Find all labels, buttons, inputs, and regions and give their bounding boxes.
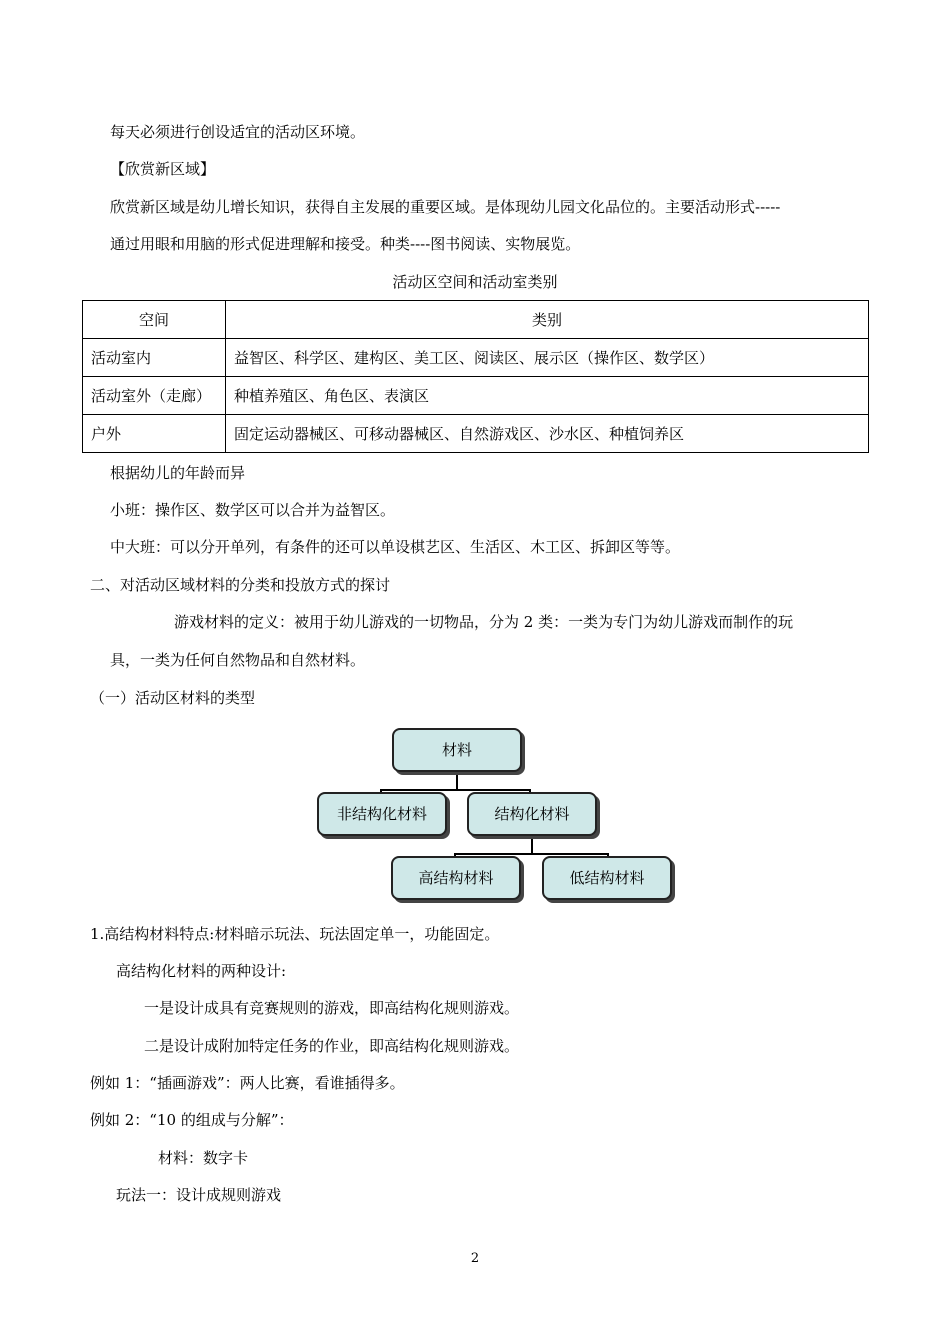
paragraph-text: 例如 2：“10 的组成与分解”： xyxy=(90,1111,294,1129)
node-root: 材料 xyxy=(392,728,522,772)
paragraph-text: 材料：数字卡 xyxy=(158,1149,249,1167)
node-high-structure: 高结构材料 xyxy=(391,856,521,900)
node-low-structure: 低结构材料 xyxy=(542,856,672,900)
paragraph-text: 高结构化材料的两种设计: xyxy=(116,962,287,980)
paragraph-text: 根据幼儿的年龄而异 xyxy=(110,464,246,482)
paragraph-text: 小班：操作区、数学区可以合并为益智区。 xyxy=(110,501,396,519)
node-structured: 结构化材料 xyxy=(467,792,597,836)
table-caption: 活动区空间和活动室类别 xyxy=(392,273,558,291)
table-cell: 固定运动器械区、可移动器械区、自然游戏区、沙水区、种植饲养区 xyxy=(226,415,869,453)
paragraph-text: 欣赏新区域是幼儿增长知识，获得自主发展的重要区域。是体现幼儿园文化品位的。主要活动形式----- xyxy=(110,198,781,216)
section-heading: 二、对活动区域材料的分类和投放方式的探讨 xyxy=(90,576,391,594)
table-row xyxy=(83,377,869,415)
table-header-cell: 空间 xyxy=(83,301,226,339)
paragraph-text: 中大班：可以分开单列，有条件的还可以单设棋艺区、生活区、木工区、拆卸区等等。 xyxy=(110,538,681,556)
node-unstructured: 非结构化材料 xyxy=(317,792,447,836)
paragraph-text: 玩法一：设计成规则游戏 xyxy=(116,1186,282,1204)
paragraph-text: 游戏材料的定义：被用于幼儿游戏的一切物品，分为 2 类：一类为专门为幼儿游戏而制作的玩 xyxy=(174,613,794,631)
table-row xyxy=(83,415,869,453)
table-cell: 益智区、科学区、建构区、美工区、阅读区、展示区（操作区、数学区） xyxy=(226,339,869,377)
section-heading: 1.高结构材料特点:材料暗示玩法、玩法固定单一，功能固定。 xyxy=(90,925,500,943)
paragraph-text: 一是设计成具有竞赛规则的游戏，即高结构化规则游戏。 xyxy=(144,999,520,1017)
table-cell: 种植养殖区、角色区、表演区 xyxy=(226,377,869,415)
table-cell: 户外 xyxy=(83,415,226,453)
paragraph-text: 每天必须进行创设适宜的活动区环境。 xyxy=(110,123,366,141)
activity-area-table xyxy=(82,300,869,453)
paragraph-text: 二是设计成附加特定任务的作业，即高结构化规则游戏。 xyxy=(144,1037,520,1055)
table-header-cell: 类别 xyxy=(226,301,869,339)
section-heading: 【欣赏新区域】 xyxy=(110,160,216,178)
paragraph-text: 通过用眼和用脑的形式促进理解和接受。种类----图书阅读、实物展览。 xyxy=(110,235,581,253)
material-classification-diagram xyxy=(300,720,700,910)
table-cell: 活动室内 xyxy=(83,339,226,377)
connector-line xyxy=(531,836,533,854)
section-heading: （一）活动区材料的类型 xyxy=(90,689,256,707)
page-number: 2 xyxy=(470,1251,480,1266)
connector-line xyxy=(454,853,609,855)
paragraph-text: 例如 1：“插画游戏”：两人比赛，看谁插得多。 xyxy=(90,1074,405,1092)
table-row xyxy=(83,339,869,377)
connector-line xyxy=(380,789,531,791)
connector-line xyxy=(456,772,458,790)
paragraph-text: 具，一类为任何自然物品和自然材料。 xyxy=(110,651,366,669)
table-header-row xyxy=(83,301,869,339)
table-cell: 活动室外（走廊） xyxy=(83,377,226,415)
